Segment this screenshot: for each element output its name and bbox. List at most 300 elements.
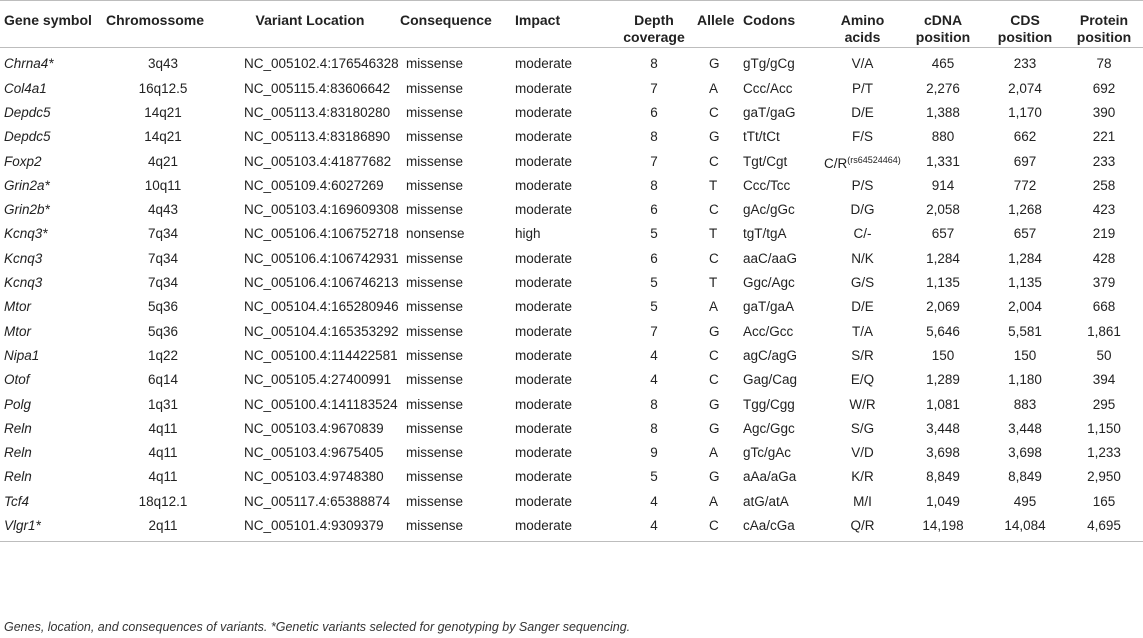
cell-amino-acids [824,295,901,319]
snp-reference: (rs64524464) [847,154,901,165]
cell-amino-acids [824,77,901,101]
cell-protein-position: 50 [1096,347,1112,363]
cell-cds-position: 3,698 [1008,445,1042,461]
cell-allele: G [709,56,720,72]
header-protein-line2: position [1076,29,1132,45]
cell-cdna-position: 1,284 [926,250,960,266]
cell-depth-coverage: 5 [650,275,658,291]
cell-chromosome: 4q43 [147,202,179,218]
cell-variant-location: NC_005103.4:9675405 [244,445,384,461]
header-amino-line1: Amino [840,12,885,28]
cell-consequence: missense [406,275,464,291]
cell-allele: C [709,202,719,218]
cell-cds-position: 1,284 [1008,250,1042,266]
cell-cds-position: 14,084 [985,514,1065,542]
cell-chromosome: 4q11 [148,445,178,461]
cell-cdna-position: 1,081 [926,396,960,412]
cell-gene-symbol: Depdc5 [4,104,51,120]
cell-cdna-position: 3,448 [926,420,960,436]
cell-cdna-position: 657 [931,226,955,242]
amino-acid-change: T/A [851,323,873,339]
cell-chromosome: 5q36 [147,323,179,339]
header-chromosome: Chromossome [104,1,222,48]
cell-codons: Gag/Cag [743,372,798,388]
cell-amino-acids [824,344,901,368]
amino-acid-change: G/S [850,275,875,291]
table-row [0,247,1143,271]
table-row [0,222,1143,246]
cell-depth-coverage: 5 [650,226,658,242]
amino-acid-change: V/A [851,56,874,72]
header-codons: Codons [741,1,824,48]
cell-impact: moderate [515,299,573,315]
cell-variant-location: NC_005104.4:165280946 [244,299,399,315]
cell-impact: moderate [515,396,573,412]
cell-codons: aAa/aGa [743,469,797,485]
cell-gene-symbol: Kcnq3 [4,275,43,291]
cell-chromosome: 2q11 [104,514,222,542]
cell-protein-position: 692 [1092,80,1116,96]
cell-protein-position: 219 [1092,226,1116,242]
cell-depth-coverage: 4 [613,514,695,542]
cell-codons: agC/agG [743,347,798,363]
cell-chromosome: 10q11 [144,177,182,193]
cell-consequence: missense [406,372,464,388]
cell-codons: tTt/tCt [743,129,780,145]
cell-cds-position: 233 [1013,56,1037,72]
cell-cdna-position: 1,135 [926,275,960,291]
table-row [0,101,1143,125]
cell-impact: moderate [515,56,573,72]
cell-cdna-position: 1,331 [926,153,960,169]
cell-cds-position: 150 [1013,347,1037,363]
header-amino-line2: acids [844,29,881,45]
cell-impact: moderate [515,323,573,339]
cell-amino-acids [824,247,901,271]
cell-cds-position: 2,074 [1008,80,1042,96]
cell-variant-location: NC_005109.4:6027269 [244,177,384,193]
cell-codons: aaC/aaG [743,250,798,266]
amino-acid-change: S/R [851,347,874,363]
cell-allele: G [709,396,720,412]
cell-amino-acids [824,465,901,489]
cell-cds-position: 883 [1013,396,1037,412]
cell-depth-coverage: 8 [650,56,658,72]
cell-codons: Ccc/Tcc [743,177,791,193]
cell-gene-symbol: Polg [4,396,32,412]
cell-protein-position: 668 [1092,299,1116,315]
cell-cds-position: 1,170 [1008,104,1042,120]
cell-codons: Agc/Ggc [743,420,795,436]
cell-allele: T [709,275,718,291]
table-row [0,417,1143,441]
cell-chromosome: 14q21 [144,129,182,145]
cell-protein-position: 1,233 [1087,445,1121,461]
amino-acid-change: P/S [851,177,874,193]
amino-acid-change: P/T [851,80,873,96]
amino-acid-change: S/G [850,420,875,436]
cell-cds-position: 5,581 [1008,323,1042,339]
cell-consequence: missense [406,323,464,339]
cell-variant-location: NC_005103.4:41877682 [244,153,392,169]
cell-impact: moderate [515,493,573,509]
cell-variant-location: NC_005103.4:169609308 [244,202,399,218]
table-body [0,48,1143,542]
cell-codons: Ccc/Acc [743,80,793,96]
cell-chromosome: 3q43 [147,56,179,72]
header-impact: Impact [513,1,613,48]
cell-cdna-position: 880 [931,129,955,145]
cell-variant-location: NC_005106.4:106746213 [244,275,399,291]
cell-gene-symbol: Grin2b* [4,202,50,218]
cell-consequence: missense [406,104,464,120]
cell-cdna-position: 14,198 [901,514,985,542]
header-cds-position [985,1,1065,48]
cell-depth-coverage: 7 [650,153,658,169]
cell-amino-acids [824,198,901,222]
cell-consequence: missense [406,56,464,72]
header-amino-acids [824,1,901,48]
header-cds-line1: CDS [1010,12,1040,28]
cell-protein-position: 1,150 [1087,420,1121,436]
amino-acid-change: M/I [853,493,872,509]
cell-depth-coverage: 4 [650,493,658,509]
cell-consequence: missense [406,299,464,315]
cell-impact: moderate [515,129,573,145]
cell-cds-position: 657 [1013,226,1037,242]
amino-acid-change: D/G [850,202,875,218]
cell-cdna-position: 1,049 [926,493,960,509]
cell-consequence: nonsense [406,226,465,242]
cell-amino-acids [824,149,901,173]
table-row [0,319,1143,343]
cell-gene-symbol: Grin2a* [4,177,50,193]
header-gene-symbol: Gene symbol [0,1,104,48]
cell-protein-position: 428 [1092,250,1116,266]
cell-cds-position: 3,448 [1008,420,1042,436]
cell-impact: moderate [515,80,573,96]
cell-depth-coverage: 4 [650,372,658,388]
cell-codons: Ggc/Agc [743,275,795,291]
cell-chromosome: 5q36 [147,299,179,315]
cell-amino-acids [824,490,901,514]
cell-codons: Tgt/Cgt [743,153,788,169]
cell-allele: C [709,347,719,363]
table-row [0,174,1143,198]
footnote-note: *Genetic variants selected for genotyping by Sanger sequencing. [270,620,631,634]
cell-variant-location: NC_005103.4:9670839 [244,420,384,436]
cell-impact: moderate [513,514,613,542]
table-row [0,344,1143,368]
cell-cds-position: 697 [1013,153,1037,169]
cell-cdna-position: 8,849 [926,469,960,485]
cell-cdna-position: 150 [931,347,955,363]
cell-consequence: missense [406,493,464,509]
cell-variant-location: NC_005106.4:106752718 [244,226,399,242]
cell-amino-acids [824,174,901,198]
cell-protein-position: 1,861 [1087,323,1121,339]
cell-codons: gaT/gaA [743,299,795,315]
cell-protein-position: 295 [1092,396,1116,412]
cell-variant-location: NC_005104.4:165353292 [244,323,399,339]
cell-variant-location: NC_005115.4:83606642 [244,80,391,96]
cell-protein-position: 78 [1096,56,1112,72]
amino-acid-change: D/E [851,299,874,315]
cell-chromosome: 6q14 [147,372,179,388]
cell-chromosome: 7q34 [147,275,179,291]
header-protein-position [1065,1,1143,48]
cell-cdna-position: 2,069 [926,299,960,315]
table-row [0,77,1143,101]
cell-impact: moderate [515,177,573,193]
cell-gene-symbol: Mtor [4,323,31,339]
cell-gene-symbol: Chrna4* [4,56,54,72]
cell-variant-location: NC_005100.4:114422581 [244,347,398,363]
cell-codons: gaT/gaG [743,104,796,120]
cell-codons: atG/atA [743,493,789,509]
cell-variant-location: NC_005100.4:141183524 [244,396,398,412]
cell-allele: G [709,420,720,436]
cell-cds-position: 772 [1013,177,1037,193]
footnote-caption: Genes, location, and consequences of variants. [4,620,268,634]
header-depth-line1: Depth [634,12,674,28]
cell-variant-location: NC_005113.4:83180280 [244,104,391,120]
amino-acid-change: C/R [824,155,848,171]
cell-impact: high [515,226,541,242]
table-row [0,271,1143,295]
cell-chromosome: 7q34 [147,250,179,266]
table-row [0,441,1143,465]
cell-allele: G [709,469,720,485]
cell-chromosome: 4q11 [148,469,178,485]
cell-codons: Acc/Gcc [743,323,794,339]
amino-acid-change: E/Q [850,372,875,388]
cell-gene-symbol: Otof [4,372,30,388]
amino-acid-change: Q/R [850,518,875,534]
cell-allele: C [709,104,719,120]
table-row [0,465,1143,489]
cell-depth-coverage: 8 [650,177,658,193]
cell-gene-symbol: Reln [4,420,32,436]
cell-chromosome: 14q21 [144,104,182,120]
cell-cdna-position: 2,058 [926,202,960,218]
cell-depth-coverage: 5 [650,469,658,485]
header-consequence: Consequence [398,1,513,48]
cell-protein-position: 4,695 [1065,514,1143,542]
table-row [0,392,1143,416]
cell-codons: cAa/cGa [741,514,824,542]
cell-chromosome: 16q12.5 [138,80,188,96]
cell-cds-position: 2,004 [1008,299,1042,315]
table-header [0,1,1143,48]
cell-allele: A [709,493,719,509]
amino-acid-change: D/E [851,104,874,120]
cell-amino-acids [824,222,901,246]
cell-allele: C [709,372,719,388]
cell-amino-acids [824,319,901,343]
header-row [0,1,1143,48]
cell-depth-coverage: 6 [650,104,658,120]
amino-acid-change: C/- [853,226,872,242]
cell-chromosome: 7q34 [147,226,179,242]
cell-allele: C [695,514,741,542]
cell-protein-position: 423 [1092,202,1116,218]
cell-impact: moderate [515,275,573,291]
cell-gene-symbol: Nipa1 [4,347,40,363]
cell-allele: C [709,250,719,266]
cell-codons: gTc/gAc [743,445,792,461]
table-row [0,149,1143,173]
cell-cdna-position: 465 [931,56,955,72]
cell-chromosome: 1q22 [147,347,179,363]
cell-cdna-position: 1,388 [926,104,960,120]
cell-chromosome: 1q31 [147,396,179,412]
cell-cds-position: 1,268 [1008,202,1042,218]
cell-amino-acids [824,101,901,125]
cell-cdna-position: 914 [931,177,955,193]
cell-protein-position: 379 [1092,275,1116,291]
cell-protein-position: 233 [1092,153,1116,169]
cell-amino-acids [824,271,901,295]
table-footnote [4,620,630,634]
cell-allele: A [709,299,719,315]
cell-cds-position: 8,849 [1008,469,1042,485]
cell-consequence: missense [406,177,464,193]
cell-amino-acids [824,125,901,149]
cell-gene-symbol: Kcnq3* [4,226,48,242]
cell-gene-symbol: Kcnq3 [4,250,43,266]
cell-variant-location: NC_005103.4:9748380 [244,469,384,485]
cell-consequence: missense [406,445,464,461]
cell-consequence: missense [406,202,464,218]
cell-depth-coverage: 7 [650,80,658,96]
cell-amino-acids [824,368,901,392]
header-variant-location: Variant Location [222,1,398,48]
cell-amino-acids [824,392,901,416]
header-depth-line2: coverage [623,29,685,45]
cell-allele: A [709,445,719,461]
cell-depth-coverage: 6 [650,202,658,218]
table-row [0,48,1143,77]
cell-depth-coverage: 9 [650,445,658,461]
cell-depth-coverage: 7 [650,323,658,339]
cell-amino-acids [824,441,901,465]
cell-codons: Tgg/Cgg [743,396,795,412]
header-cds-line2: position [997,29,1053,45]
cell-allele: A [709,80,719,96]
cell-gene-symbol: Mtor [4,299,31,315]
cell-gene-symbol: Vlgr1* [0,514,104,542]
cell-chromosome: 4q11 [148,420,178,436]
cell-impact: moderate [515,445,573,461]
cell-depth-coverage: 6 [650,250,658,266]
cell-cds-position: 1,135 [1008,275,1042,291]
cell-impact: moderate [515,420,573,436]
cell-variant-location: NC_005102.4:176546328 [244,56,399,72]
header-cdna-position [901,1,985,48]
cell-impact: moderate [515,469,573,485]
cell-depth-coverage: 4 [650,347,658,363]
cell-cdna-position: 3,698 [926,445,960,461]
cell-allele: G [709,129,720,145]
table-row [0,198,1143,222]
cell-consequence: missense [406,153,464,169]
table-row [0,295,1143,319]
cell-consequence: missense [406,396,464,412]
cell-protein-position: 165 [1092,493,1116,509]
cell-codons: tgT/tgA [743,226,787,242]
cell-allele: C [709,153,719,169]
cell-cds-position: 1,180 [1008,372,1042,388]
cell-codons: gAc/gGc [743,202,795,218]
cell-amino-acids [824,514,901,542]
table-row [0,368,1143,392]
cell-depth-coverage: 8 [650,129,658,145]
amino-acid-change: F/S [851,129,873,145]
cell-cdna-position: 1,289 [926,372,960,388]
cell-gene-symbol: Foxp2 [4,153,42,169]
cell-consequence: missense [406,250,464,266]
cell-cdna-position: 5,646 [926,323,960,339]
cell-protein-position: 2,950 [1087,469,1121,485]
cell-impact: moderate [515,372,573,388]
cell-consequence: missense [406,420,464,436]
header-depth-coverage [613,1,695,48]
cell-impact: moderate [515,153,573,169]
cell-protein-position: 221 [1092,129,1116,145]
cell-impact: moderate [515,250,573,266]
cell-consequence: missense [406,469,464,485]
cell-consequence: missense [398,514,513,542]
cell-allele: G [709,323,720,339]
cell-protein-position: 394 [1092,372,1116,388]
amino-acid-change: W/R [849,396,876,412]
cell-variant-location: NC_005106.4:106742931 [244,250,399,266]
cell-depth-coverage: 8 [650,396,658,412]
cell-gene-symbol: Reln [4,469,32,485]
header-allele: Allele [695,1,741,48]
cell-cds-position: 662 [1013,129,1037,145]
cell-impact: moderate [515,104,573,120]
cell-chromosome: 18q12.1 [138,493,188,509]
cell-amino-acids [824,48,901,77]
cell-amino-acids [824,417,901,441]
cell-impact: moderate [515,202,573,218]
cell-protein-position: 390 [1092,104,1116,120]
cell-allele: T [709,226,718,242]
cell-consequence: missense [406,347,464,363]
table-row [0,490,1143,514]
cell-consequence: missense [406,129,464,145]
amino-acid-change: K/R [851,469,874,485]
cell-codons: gTg/gCg [743,56,795,72]
cell-cdna-position: 2,276 [926,80,960,96]
cell-chromosome: 4q21 [147,153,179,169]
cell-cds-position: 495 [1013,493,1037,509]
cell-variant-location: NC_005113.4:83186890 [244,129,391,145]
amino-acid-change: N/K [851,250,874,266]
table-row [0,125,1143,149]
cell-allele: T [709,177,718,193]
cell-protein-position: 258 [1092,177,1116,193]
header-protein-line1: Protein [1079,12,1129,28]
cell-gene-symbol: Tcf4 [4,493,30,509]
header-cdna-line1: cDNA [923,12,963,28]
cell-gene-symbol: Reln [4,445,32,461]
cell-impact: moderate [515,347,573,363]
cell-depth-coverage: 5 [650,299,658,315]
cell-variant-location: NC_005117.4:65388874 [244,493,391,509]
